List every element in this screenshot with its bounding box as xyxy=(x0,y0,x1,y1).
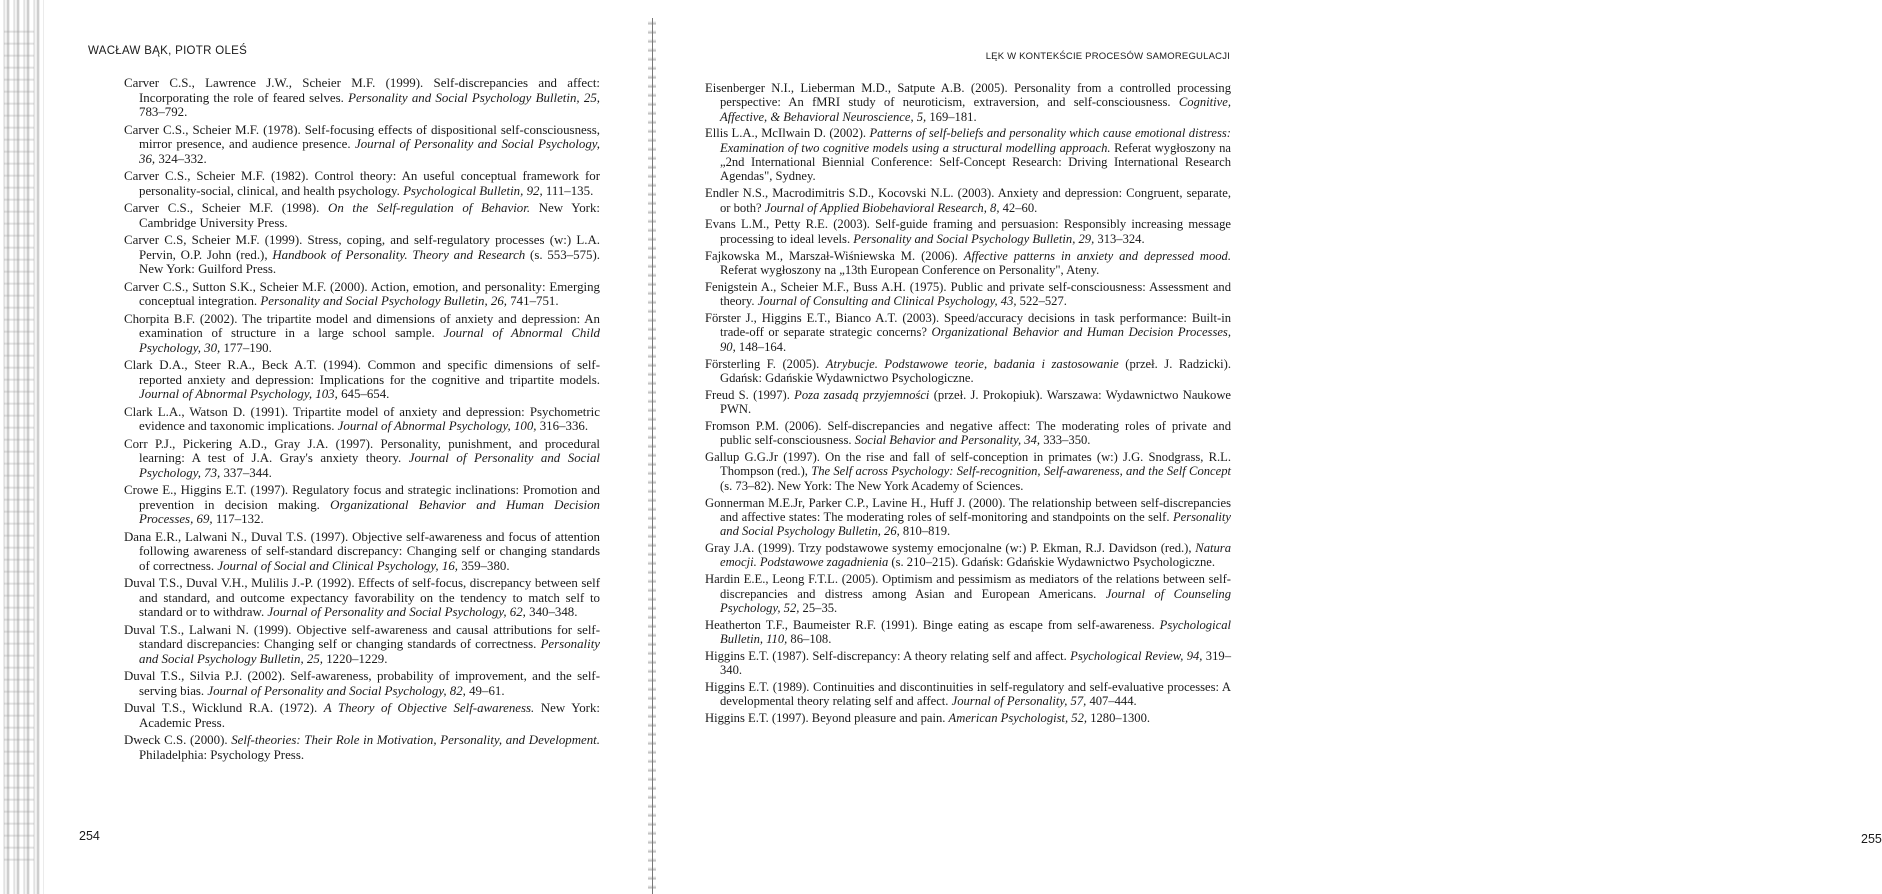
reference-entry xyxy=(705,81,1231,124)
reference-source: Personality and Social Psychology Bulletin, 26, xyxy=(720,509,1231,539)
reference-text: Fajkowska M., Marszał-Wiśniewska M. (2006). xyxy=(705,248,964,263)
reference-tail: 319–340. xyxy=(720,648,1231,678)
reference-source: Journal of Personality and Social Psychology, 73, xyxy=(139,451,600,480)
reference-source: Personality and Social Psychology Bulletin, 25, xyxy=(139,637,600,666)
reference-entry xyxy=(705,311,1231,354)
reference-text: Försterling F. (2005). xyxy=(705,356,826,371)
page-number-left: 254 xyxy=(79,829,100,843)
reference-source: Psychological Bulletin, 92, xyxy=(403,183,543,198)
reference-text: Gonnerman M.E.Jr, Parker C.P., Lavine H., Huff J. (2000). The relationship between self-discrepancies and affective states: The moderating roles of self-monitoring and standpoints on the self. xyxy=(705,495,1231,524)
right-page xyxy=(658,0,1882,894)
reference-entry xyxy=(124,483,600,527)
reference-tail: (s. 73–82). New York: The New York Academy of Sciences. xyxy=(720,478,1024,493)
reference-entry xyxy=(124,623,600,667)
reference-text: Higgins E.T. (1997). Beyond pleasure and pain. xyxy=(705,711,949,726)
reference-tail: 25–35. xyxy=(799,600,838,615)
reference-entry xyxy=(705,388,1231,417)
reference-text: Eisenberger N.I., Lieberman M.D., Satpute A.B. (2005). Personality from a controlled processing perspective: An fMRI study of neuroticism, extraversion, and self-consciousness. xyxy=(705,81,1231,110)
reference-entry xyxy=(124,233,600,277)
reference-entry xyxy=(124,312,600,356)
reference-tail: 783–792. xyxy=(139,105,188,119)
reference-tail: (przeł. J. Prokopiuk). Warszawa: Wydawnictwo Naukowe PWN. xyxy=(720,387,1232,416)
reference-source: Journal of Personality and Social Psychology, 62, xyxy=(267,605,526,619)
reference-entry xyxy=(124,358,600,402)
reference-entry xyxy=(124,169,600,198)
reference-source: Journal of Social and Clinical Psychology, 16, xyxy=(217,558,458,573)
reference-tail: 148–164. xyxy=(735,339,787,354)
reference-text: Carver C.S., Scheier M.F. (1998). xyxy=(124,201,329,215)
reference-source: Journal of Abnormal Psychology, 100, xyxy=(337,419,537,433)
reference-source: On the Self-regulation of Behavior. xyxy=(328,201,531,215)
reference-entry xyxy=(124,405,600,434)
reference-tail: New York: Academic Press. xyxy=(139,701,601,730)
reference-tail: 177–190. xyxy=(220,340,272,355)
reference-text: Gallup G.G.Jr (1997). On the rise and fall of self-conception in primates (w:) J.G. Snodgrass, R.L. Thompson (red.), xyxy=(705,450,1231,479)
reference-text: Higgins E.T. (1987). Self-discrepancy: A theory relating self and affect. xyxy=(705,648,1071,663)
reference-text: Carver C.S., Scheier M.F. (1978). Self-focusing effects of dispositional self-consciousness, mirror presence, and audience presence. xyxy=(124,122,600,151)
reference-entry xyxy=(124,701,600,730)
reference-text: Fenigstein A., Scheier M.F., Buss A.H. (1975). Public and private self-consciousness: Assessment and theory. xyxy=(705,279,1231,309)
reference-entry xyxy=(705,249,1231,278)
reference-tail: (s. 210–215). Gdańsk: Gdańskie Wydawnictwo Psychologiczne. xyxy=(888,555,1216,570)
reference-list-right xyxy=(705,81,1231,728)
reference-source: Journal of Personality and Social Psychology, 82, xyxy=(207,683,466,698)
reference-text: Hardin E.E., Leong F.T.L. (2005). Optimism and pessimism as mediators of the relations between self-discrepancies and distress among Asian and European Americans. xyxy=(705,572,1231,601)
reference-source: The Self across Psychology: Self-recognition, Self-awareness, and the Self Concept xyxy=(811,464,1232,479)
reference-entry xyxy=(705,649,1231,678)
reference-tail: 407–444. xyxy=(1086,694,1137,709)
reference-entry xyxy=(124,201,600,230)
reference-tail: 49–61. xyxy=(465,683,505,698)
reference-source: Cognitive, Affective, & Behavioral Neuroscience, 5, xyxy=(720,95,1231,124)
reference-entry xyxy=(705,419,1231,448)
reference-entry xyxy=(124,437,600,481)
reference-source: Journal of Abnormal Child Psychology, 30, xyxy=(139,326,600,355)
reference-source: Psychological Bulletin, 110, xyxy=(720,617,1231,646)
reference-tail: 324–332. xyxy=(155,151,207,166)
reference-text: Gray J.A. (1999). Trzy podstawowe systemy emocjonalne (w:) P. Ekman, R.J. Davidson (red.), xyxy=(705,541,1196,556)
reference-tail: 1220–1229. xyxy=(323,651,388,666)
reference-source: Journal of Abnormal Psychology, 103, xyxy=(139,387,338,401)
reference-tail: 810–819. xyxy=(899,524,951,539)
reference-tail: 169–181. xyxy=(926,109,977,124)
reference-text: Higgins E.T. (1989). Continuities and discontinuities in self-regulatory and self-evaluative processes: A developmental theory relating self and affect. xyxy=(705,680,1231,709)
reference-text: Duval T.S., Wicklund R.A. (1972). xyxy=(124,701,324,715)
reference-source: Self-theories: Their Role in Motivation, Personality, and Development. xyxy=(231,733,600,747)
reference-tail: 333–350. xyxy=(1040,433,1091,448)
reference-list-left xyxy=(124,76,600,765)
reference-source: Poza zasadą przyjemności xyxy=(794,387,930,402)
reference-entry xyxy=(705,541,1231,570)
reference-entry xyxy=(705,496,1231,539)
reference-source: Natura emocji. Podstawowe zagadnienia xyxy=(720,541,1231,570)
reference-source: Handbook of Personality. Theory and Research xyxy=(272,247,526,262)
reference-text: Carver C.S., Lawrence J.W., Scheier M.F. (1999). Self-discrepancies and affect: Incorporating the role of feared selves. xyxy=(124,76,600,105)
reference-text: Clark D.A., Steer R.A., Beck A.T. (1994). Common and specific dimensions of self-reported anxiety and depression: Implications for the cognitive and tripartite models. xyxy=(124,358,600,387)
reference-source: Organizational Behavior and Human Decision Processes, 69, xyxy=(139,497,601,526)
running-header-right: LĘK W KONTEKŚCIE PROCESÓW SAMOREGULACJI xyxy=(985,51,1230,62)
reference-tail: 359–380. xyxy=(458,558,510,573)
reference-source: Journal of Personality and Social Psychology, 36, xyxy=(139,137,601,166)
reference-source: Psychological Review, 94, xyxy=(1070,648,1203,663)
reference-text: Duval T.S., Silvia P.J. (2002). Self-awareness, probability of improvement, and the self-serving bias. xyxy=(124,669,600,698)
reference-text: Ellis L.A., McIlwain D. (2002). xyxy=(705,126,870,141)
reference-tail: 86–108. xyxy=(787,632,832,646)
reference-tail: 111–135. xyxy=(542,183,594,198)
reference-text: Crowe E., Higgins E.T. (1997). Regulatory focus and strategic inclinations: Promotion and prevention in decision making. xyxy=(124,483,600,512)
reference-text: Freud S. (1997). xyxy=(705,387,795,402)
reference-text: Duval T.S., Lalwani N. (1999). Objective self-awareness and causal attributions for self-standard discrepancies: Changing self or changing standards of correctness. xyxy=(124,622,600,651)
reference-entry xyxy=(705,450,1231,493)
reference-text: Clark L.A., Watson D. (1991). Tripartite model of anxiety and depression: Psychometric evidence and taxonomic implications. xyxy=(124,404,600,433)
reference-entry xyxy=(124,123,600,167)
reference-source: Affective patterns in anxiety and depressed mood. xyxy=(963,248,1231,263)
reference-tail: 337–344. xyxy=(220,465,272,480)
reference-tail: 42–60. xyxy=(999,200,1038,215)
page-number-right: 255 xyxy=(1861,832,1882,846)
reference-tail: 117–132. xyxy=(212,512,264,526)
reference-source: Journal of Personality, 57, xyxy=(951,694,1087,709)
reference-text: Dana E.R., Lalwani N., Duval T.S. (1997). Objective self-awareness and focus of attention following awareness of self-standard discrepancy: Changing self or changing standards of correctness. xyxy=(124,529,600,573)
reference-tail: (s. 553–575). New York: Guilford Press. xyxy=(139,247,600,276)
reference-tail: Referat wygłoszony na „2nd International Biennial Conference: Self-Concept Research: Driving International Research Agendas", Sydney. xyxy=(720,140,1231,184)
reference-text: Carver C.S, Scheier M.F. (1999). Stress, coping, and self-regulatory processes (w:) L.A. Pervin, O.P. John (red.), xyxy=(124,233,600,262)
reference-tail: (przeł. J. Radzicki). Gdańsk: Gdańskie Wydawnictwo Psychologiczne. xyxy=(720,356,1231,385)
reference-entry xyxy=(124,733,600,762)
reference-source: Patterns of self-beliefs and personality which cause emotional distress: Examination of two cognitive models using a structural modelling approach. xyxy=(720,126,1231,155)
reference-source: Social Behavior and Personality, 34, xyxy=(854,433,1041,448)
reference-entry xyxy=(705,217,1231,246)
reference-text: Endler N.S., Macrodimitris S.D., Kocovski N.L. (2003). Anxiety and depression: Congruent, separate, or both? xyxy=(705,186,1231,215)
reference-source: Journal of Consulting and Clinical Psychology, 43, xyxy=(757,294,1017,309)
reference-entry xyxy=(705,572,1231,615)
reference-text: Duval T.S., Duval V.H., Mulilis J.-P. (1992). Effects of self-focus, discrepancy between self and standard, and outcome expectancy favorability on the tendency to match self to standard or to withdraw. xyxy=(124,576,600,619)
reference-entry xyxy=(124,280,600,309)
reference-entry xyxy=(124,530,600,574)
reference-source: Journal of Applied Biobehavioral Research, 8, xyxy=(764,200,1000,215)
reference-entry xyxy=(705,126,1231,183)
running-header-left: WACŁAW BĄK, PIOTR OLEŚ xyxy=(88,45,248,57)
reference-source: Personality and Social Psychology Bulletin, 26, xyxy=(260,294,508,308)
reference-tail: 741–751. xyxy=(507,294,559,308)
reference-entry xyxy=(705,711,1231,725)
reference-entry xyxy=(124,669,600,698)
reference-tail: Philadelphia: Psychology Press. xyxy=(139,747,305,762)
reference-source: Journal of Counseling Psychology, 52, xyxy=(720,586,1231,615)
reference-tail: 645–654. xyxy=(337,387,390,401)
reference-text: Heatherton T.F., Baumeister R.F. (1991). Binge eating as escape from self-awareness. xyxy=(705,617,1160,632)
reference-tail: 340–348. xyxy=(525,605,578,619)
reference-source: A Theory of Objective Self-awareness. xyxy=(323,701,535,715)
reference-text: Carver C.S., Scheier M.F. (1982). Control theory: An useful conceptual framework for personality-social, clinical, and health psychology. xyxy=(124,169,600,198)
book-spine-line xyxy=(652,18,653,894)
reference-tail: 1280–1300. xyxy=(1087,711,1151,726)
reference-entry xyxy=(124,576,600,620)
reference-source: Organizational Behavior and Human Decision Processes, 90, xyxy=(720,325,1231,354)
reference-text: Förster J., Higgins E.T., Bianco A.T. (2003). Speed/accuracy decisions in task performance: Built-in trade-off or separate strategic concerns? xyxy=(705,311,1231,340)
reference-tail: 313–324. xyxy=(1094,231,1145,246)
reference-source: Personality and Social Psychology Bulletin, 25, xyxy=(348,90,600,105)
reference-source: American Psychologist, 52, xyxy=(948,711,1088,726)
reference-text: Dweck C.S. (2000). xyxy=(124,733,232,747)
reference-entry xyxy=(705,186,1231,215)
reference-text: Carver C.S., Sutton S.K., Scheier M.F. (2000). Action, emotion, and personality: Emerging conceptual integration. xyxy=(124,279,600,308)
reference-text: Corr P.J., Pickering A.D., Gray J.A. (1997). Personality, punishment, and procedural learning: A test of J.A. Gray's anxiety theory. xyxy=(124,436,600,465)
reference-tail: New York: Cambridge University Press. xyxy=(139,201,600,230)
reference-text: Evans L.M., Petty R.E. (2003). Self-guide framing and persuasion: Responsibly increasing message processing to ideal levels. xyxy=(705,217,1231,246)
reference-tail: Referat wygłoszony na „13th European Conference on Personality", Ateny. xyxy=(720,262,1100,277)
reference-entry xyxy=(705,618,1231,647)
reference-tail: 522–527. xyxy=(1016,294,1067,309)
reference-tail: 316–336. xyxy=(536,419,589,433)
reference-source: Personality and Social Psychology Bulletin, 29, xyxy=(853,231,1095,246)
reference-text: Chorpita B.F. (2002). The tripartite model and dimensions of anxiety and depression: An examination of structure in a large school sample. xyxy=(124,311,600,340)
reference-entry xyxy=(705,280,1231,309)
reference-entry xyxy=(705,357,1231,386)
reference-entry xyxy=(124,76,600,120)
left-page xyxy=(0,0,646,894)
reference-source: Atrybucje. Podstawowe teorie, badania i zastosowanie xyxy=(825,356,1119,371)
reference-text: Fromson P.M. (2006). Self-discrepancies and negative affect: The moderating roles of private and public self-consciousness. xyxy=(705,418,1231,448)
reference-entry xyxy=(705,680,1231,709)
